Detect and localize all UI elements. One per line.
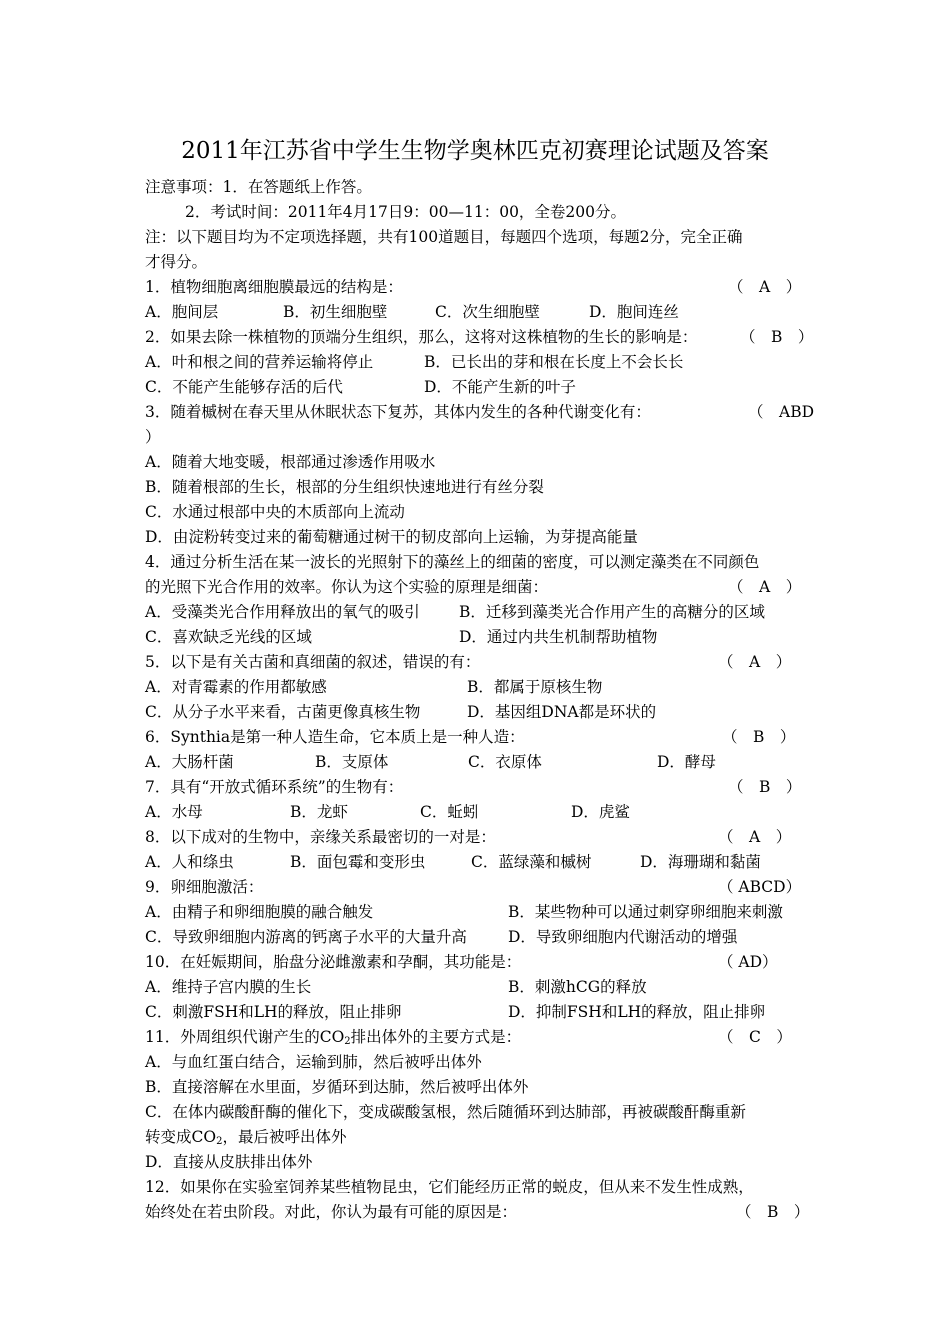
option-c: C．刺激FSH和LH的释放，阻止排卵: [145, 1003, 402, 1021]
option-b: B．支原体: [315, 753, 389, 771]
option-c: C．导致卵细胞内游离的钙离子水平的大量升高: [145, 928, 467, 946]
option-d: D．酵母: [657, 753, 716, 771]
note-line: 注：以下题目均为不定项选择题，共有100道题目，每题四个选项，每题2分，完全正确: [145, 228, 743, 246]
option-a: A．对青霉素的作用都敏感: [145, 678, 327, 696]
option-c-cont: 转变成$CO_2$，最后被呼出体外: [145, 1128, 347, 1147]
option-c: C．水通过根部中央的木质部向上流动: [145, 503, 405, 521]
answer-key: （ A ）: [728, 578, 802, 596]
option-c: C．不能产生能够存活的后代: [145, 378, 343, 396]
option-b: B．刺激hCG的释放: [508, 978, 647, 996]
question-stem: 9．卵细胞激活：: [145, 878, 264, 896]
option-a: A．叶和根之间的营养运输将停止: [145, 353, 374, 371]
question-stem: 4．通过分析生活在某一波长的光照射下的藻丝上的细菌的密度，可以测定藻类在不同颜色: [145, 553, 760, 571]
option-a: A．人和绦虫: [145, 853, 234, 871]
option-d: D．通过内共生机制帮助植物: [459, 628, 658, 646]
option-a: A．随着大地变暖，根部通过渗透作用吸水: [145, 453, 436, 471]
question-stem: 11．外周组织代谢产生的$CO_2$排出体外的主要方式是：: [145, 1028, 522, 1047]
option-d: D．基因组DNA都是环状的: [467, 703, 657, 721]
answer-key: （ A ）: [718, 653, 792, 671]
option-c: C．次生细胞壁: [435, 303, 540, 321]
option-a: A．与血红蛋白结合，运输到肺，然后被呼出体外: [145, 1053, 482, 1071]
option-c: C．喜欢缺乏光线的区域: [145, 628, 312, 646]
option-c: C．在体内碳酸酐酶的催化下，变成碳酸氢根，然后随循环到达肺部，再被碳酸酐酶重新: [145, 1103, 746, 1121]
option-a: A．大肠杆菌: [145, 753, 234, 771]
option-d: D．胞间连丝: [589, 303, 679, 321]
option-d: D．虎鲨: [571, 803, 630, 821]
question-stem: 2．如果去除一株植物的顶端分生组织，那么，这将对这株植物的生长的影响是：: [145, 328, 698, 346]
question-stem-cont: 的光照下光合作用的效率。你认为这个实验的原理是细菌：: [145, 578, 549, 596]
answer-key: （ A ）: [718, 828, 792, 846]
option-b: B．都属于原核生物: [467, 678, 603, 696]
option-d: D．海珊瑚和黏菌: [640, 853, 761, 871]
answer-key: （ C ）: [718, 1028, 792, 1046]
option-c: C．蓝绿藻和槭树: [471, 853, 592, 871]
option-a: A．水母: [145, 803, 203, 821]
question-stem: 6．Synthia是第一种人造生命，它本质上是一种人造：: [145, 728, 525, 746]
option-c: C．从分子水平来看，古菌更像真核生物: [145, 703, 421, 721]
page-title: 2011年江苏省中学生生物学奥林匹克初赛理论试题及答案: [181, 138, 769, 164]
note-line: 2．考试时间：2011年4月17日9：00—11：00，全卷200分。: [185, 203, 627, 221]
option-c: C．衣原体: [468, 753, 542, 771]
answer-key-tail: ）: [145, 428, 161, 446]
option-d: D．不能产生新的叶子: [424, 378, 576, 396]
option-a: A．胞间层: [145, 303, 219, 321]
question-stem: 10．在妊娠期间，胎盘分泌雌激素和孕酮，其功能是：: [145, 953, 522, 971]
answer-key: （ AD）: [718, 953, 778, 971]
option-d: D．直接从皮肤排出体外: [145, 1153, 313, 1171]
answer-key: （ B ）: [740, 328, 814, 346]
question-stem: 12．如果你在实验室饲养某些植物昆虫，它们能经历正常的蜕皮，但从来不发生性成熟，: [145, 1178, 754, 1196]
question-stem: 1．植物细胞离细胞膜最远的结构是：: [145, 278, 403, 296]
question-stem-cont: 始终处在若虫阶段。对此，你认为最有可能的原因是：: [145, 1203, 518, 1221]
answer-key: （ ABD: [748, 403, 815, 421]
answer-key: （ B ）: [736, 1203, 810, 1221]
option-b: B．迁移到藻类光合作用产生的高糖分的区域: [459, 603, 765, 621]
option-d: D．由淀粉转变过来的葡萄糖通过树干的韧皮部向上运输，为芽提高能量: [145, 528, 638, 546]
answer-key: （ B ）: [722, 728, 796, 746]
option-c: C．蚯蚓: [420, 803, 479, 821]
answer-key: （ ABCD）: [718, 878, 802, 896]
note-line: 注意事项：1．在答题纸上作答。: [145, 178, 372, 196]
option-b: B．直接溶解在水里面，岁循环到达肺，然后被呼出体外: [145, 1078, 529, 1096]
option-a: A．受藻类光合作用释放出的氧气的吸引: [145, 603, 420, 621]
question-stem: 7．具有“开放式循环系统”的生物有：: [145, 778, 404, 796]
note-line: 才得分。: [145, 253, 208, 271]
option-b: B．某些物种可以通过刺穿卵细胞来刺激: [508, 903, 783, 921]
option-b: B．已长出的芽和根在长度上不会长长: [424, 353, 684, 371]
option-b: B．随着根部的生长，根部的分生组织快速地进行有丝分裂: [145, 478, 544, 496]
option-b: B．面包霉和变形虫: [290, 853, 426, 871]
option-d: D．导致卵细胞内代谢活动的增强: [508, 928, 738, 946]
question-stem: 5．以下是有关古菌和真细菌的叙述，错误的有：: [145, 653, 481, 671]
question-stem: 8．以下成对的生物中，亲缘关系最密切的一对是：: [145, 828, 496, 846]
option-a: A．维持子宫内膜的生长: [145, 978, 312, 996]
option-d: D．抑制FSH和LH的释放，阻止排卵: [508, 1003, 766, 1021]
option-b: B．龙虾: [290, 803, 348, 821]
option-b: B．初生细胞壁: [283, 303, 388, 321]
option-a: A．由精子和卵细胞膜的融合触发: [145, 903, 374, 921]
answer-key: （ A ）: [728, 278, 802, 296]
answer-key: （ B ）: [728, 778, 802, 796]
question-stem: 3．随着槭树在春天里从休眠状态下复苏，其体内发生的各种代谢变化有：: [145, 403, 651, 421]
